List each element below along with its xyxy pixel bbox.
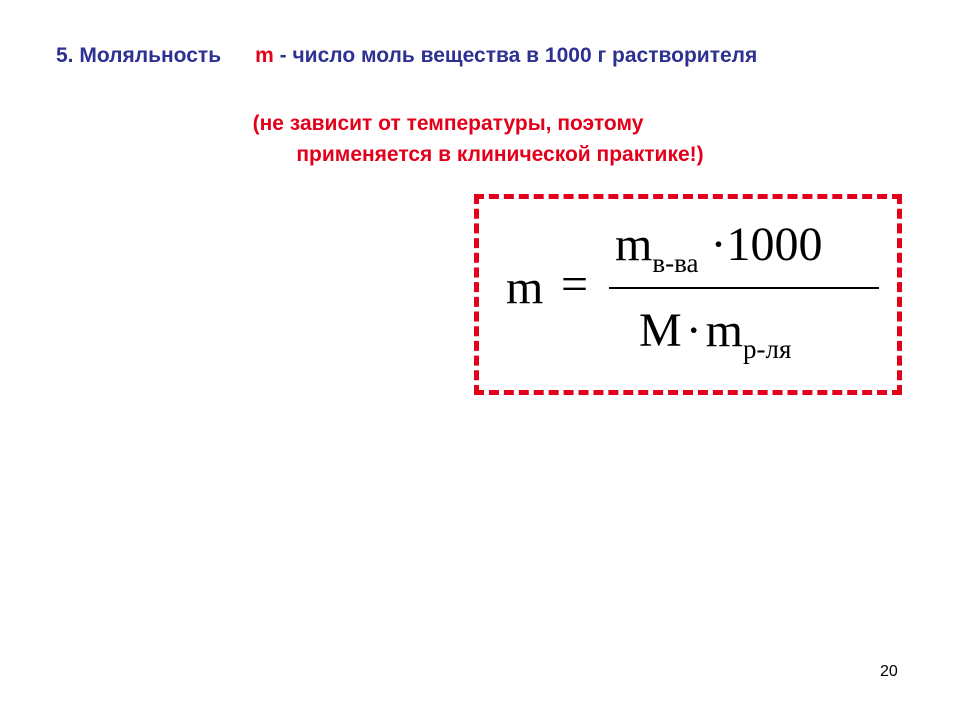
formula-equals: = (561, 258, 589, 311)
heading-title: 5. Моляльность (56, 44, 222, 67)
temperature-note (200, 108, 800, 170)
denominator-dot: · (685, 304, 702, 357)
numerator-subscript: в-ва (652, 248, 699, 278)
denominator-subscript: р-ля (743, 334, 792, 364)
note-line-2: применяется в клинической практике!) (296, 143, 704, 166)
numerator-symbol: m (615, 218, 653, 271)
heading-description: число моль вещества в 1000 г растворителя (292, 44, 758, 67)
numerator-factor: 1000 (726, 218, 823, 271)
formula-frame (474, 194, 902, 395)
molality-formula (479, 199, 897, 390)
denominator-symbol: m (705, 304, 744, 357)
note-line-1: (не зависит от температуры, поэтому (252, 112, 644, 135)
page-number: 20 (880, 663, 898, 680)
heading-symbol: m (255, 44, 274, 67)
formula-lhs: m (506, 261, 544, 314)
denominator-molar-mass: M (639, 304, 682, 357)
formula-denominator (639, 303, 791, 365)
slide-heading (56, 44, 757, 68)
formula-numerator (615, 217, 822, 279)
heading-dash: - (273, 44, 293, 67)
numerator-dot: · (710, 218, 727, 271)
fraction-line (609, 287, 879, 289)
